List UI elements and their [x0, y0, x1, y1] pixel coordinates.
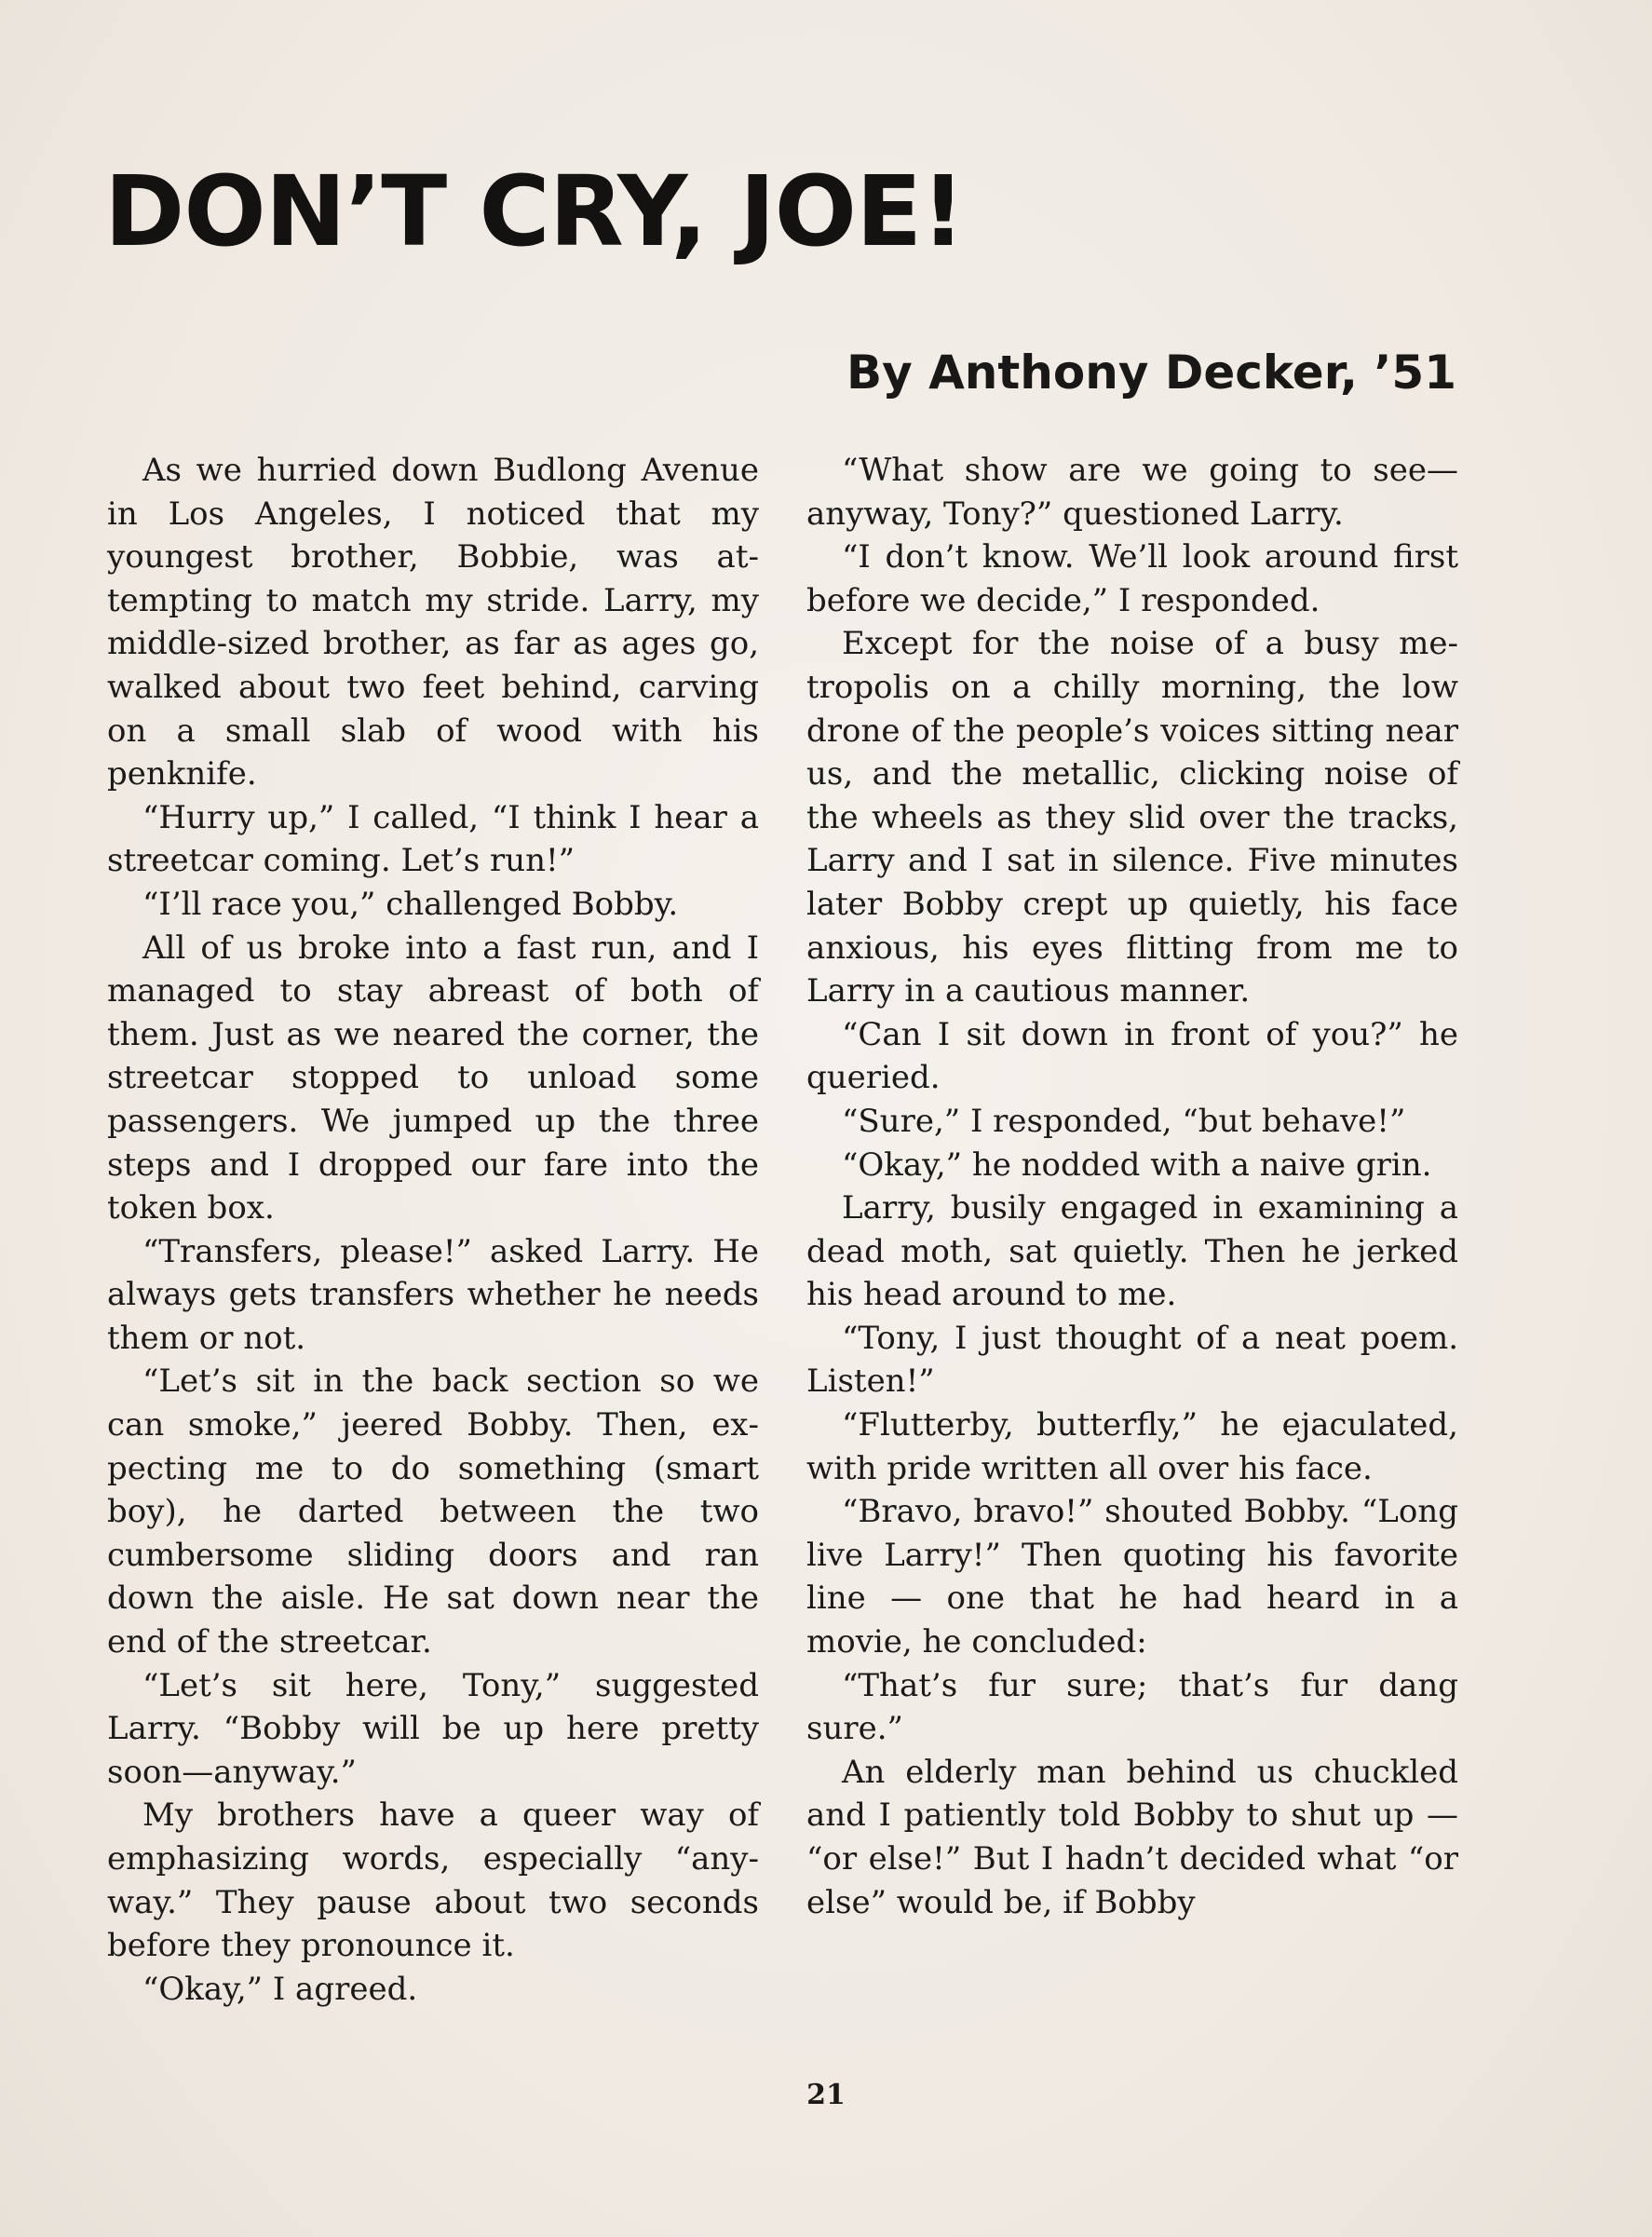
paragraph: “I’ll race you,” challenged Bobby. [142, 885, 679, 923]
paragraph: “I don’t know. We’ll look around first before we decide,” I responded. [806, 538, 1458, 619]
article-title: DON’T CRY, JOE! [104, 155, 965, 268]
paragraph: Larry, busily engaged in examining a dead moth, sat quietly. Then he jerked his head around to me. [806, 1189, 1458, 1314]
paragraph: My brothers have a queer way of emphasizing words, especially “anyway.” They pause about two seconds before they pronounce it. [107, 1796, 759, 1965]
paragraph: “Let’s sit here, Tony,” suggested Larry. “Bobby will be up here pretty soon—anyway.” [107, 1666, 759, 1791]
paragraph: “Bravo, bravo!” shouted Bobby. “Long live Larry!” Then quoting his favorite line — one that he had heard in a movie, he concluded: [806, 1493, 1458, 1661]
paragraph: As we hurried down Budlong Avenue in Los Angeles, I noticed that my youngest brother, Bobbie, was attempting to match my stride. Larry, my middle-sized brother, as far as ages go, walked about two feet behind, carving on a small slab of wood with his penknife. [107, 452, 759, 793]
paragraph: “Okay,” he nodded with a naive grin. [842, 1146, 1432, 1184]
paragraph: “Let’s sit in the back section so we can smoke,” jeered Bobby. Then, expecting me to do something (smart boy), he darted between the two cumbersome sliding doors and ran down the aisle. He sat down near the end of the streetcar. [107, 1363, 759, 1661]
page-number: 21 [806, 2079, 846, 2111]
paragraph: “That’s fur sure; that’s fur dang sure.” [806, 1666, 1458, 1748]
paragraph: “Tony, I just thought of a neat poem. Listen!” [806, 1319, 1458, 1401]
article-byline: By Anthony Decker, ’51 [846, 346, 1456, 400]
paragraph: “Flutterby, butterfly,” he ejaculated, with pride written all over his face. [806, 1406, 1458, 1487]
paragraph: “Sure,” I responded, “but behave!” [842, 1102, 1406, 1140]
paragraph: “Hurry up,” I called, “I think I hear a streetcar coming. Let’s run!” [107, 798, 759, 880]
left-text-column [107, 449, 759, 2011]
paragraph: “What show are we going to see—anyway, Tony?” questioned Larry. [806, 452, 1458, 533]
paragraph: All of us broke into a fast run, and I managed to stay abreast of both of them. Just as we neared the corner, the streetcar stopped to unload some passengers. We jumped up the three steps and I dropped our fare into the token box. [107, 929, 759, 1227]
paragraph: Except for the noise of a busy metropolis on a chilly morning, the low drone of the people’s voices sitting near us, and the metallic, clicking noise of the wheels as they slid over the tracks, Larry and I sat in silence. Five minutes later Bobby crept up quietly, his face anxious, his eyes flitting from me to Larry in a cautious manner. [806, 625, 1458, 1010]
paragraph: “Can I sit down in front of you?” he queried. [806, 1015, 1458, 1097]
paragraph: “Transfers, please!” asked Larry. He always gets transfers whether he needs them or not. [107, 1232, 759, 1357]
paragraph: “Okay,” I agreed. [142, 1970, 418, 2008]
right-text-column [806, 449, 1458, 1924]
paragraph: An elderly man behind us chuckled and I patiently told Bobby to shut up — “or else!” But I hadn’t decided what “or else” would be, if Bobby [806, 1753, 1458, 1921]
